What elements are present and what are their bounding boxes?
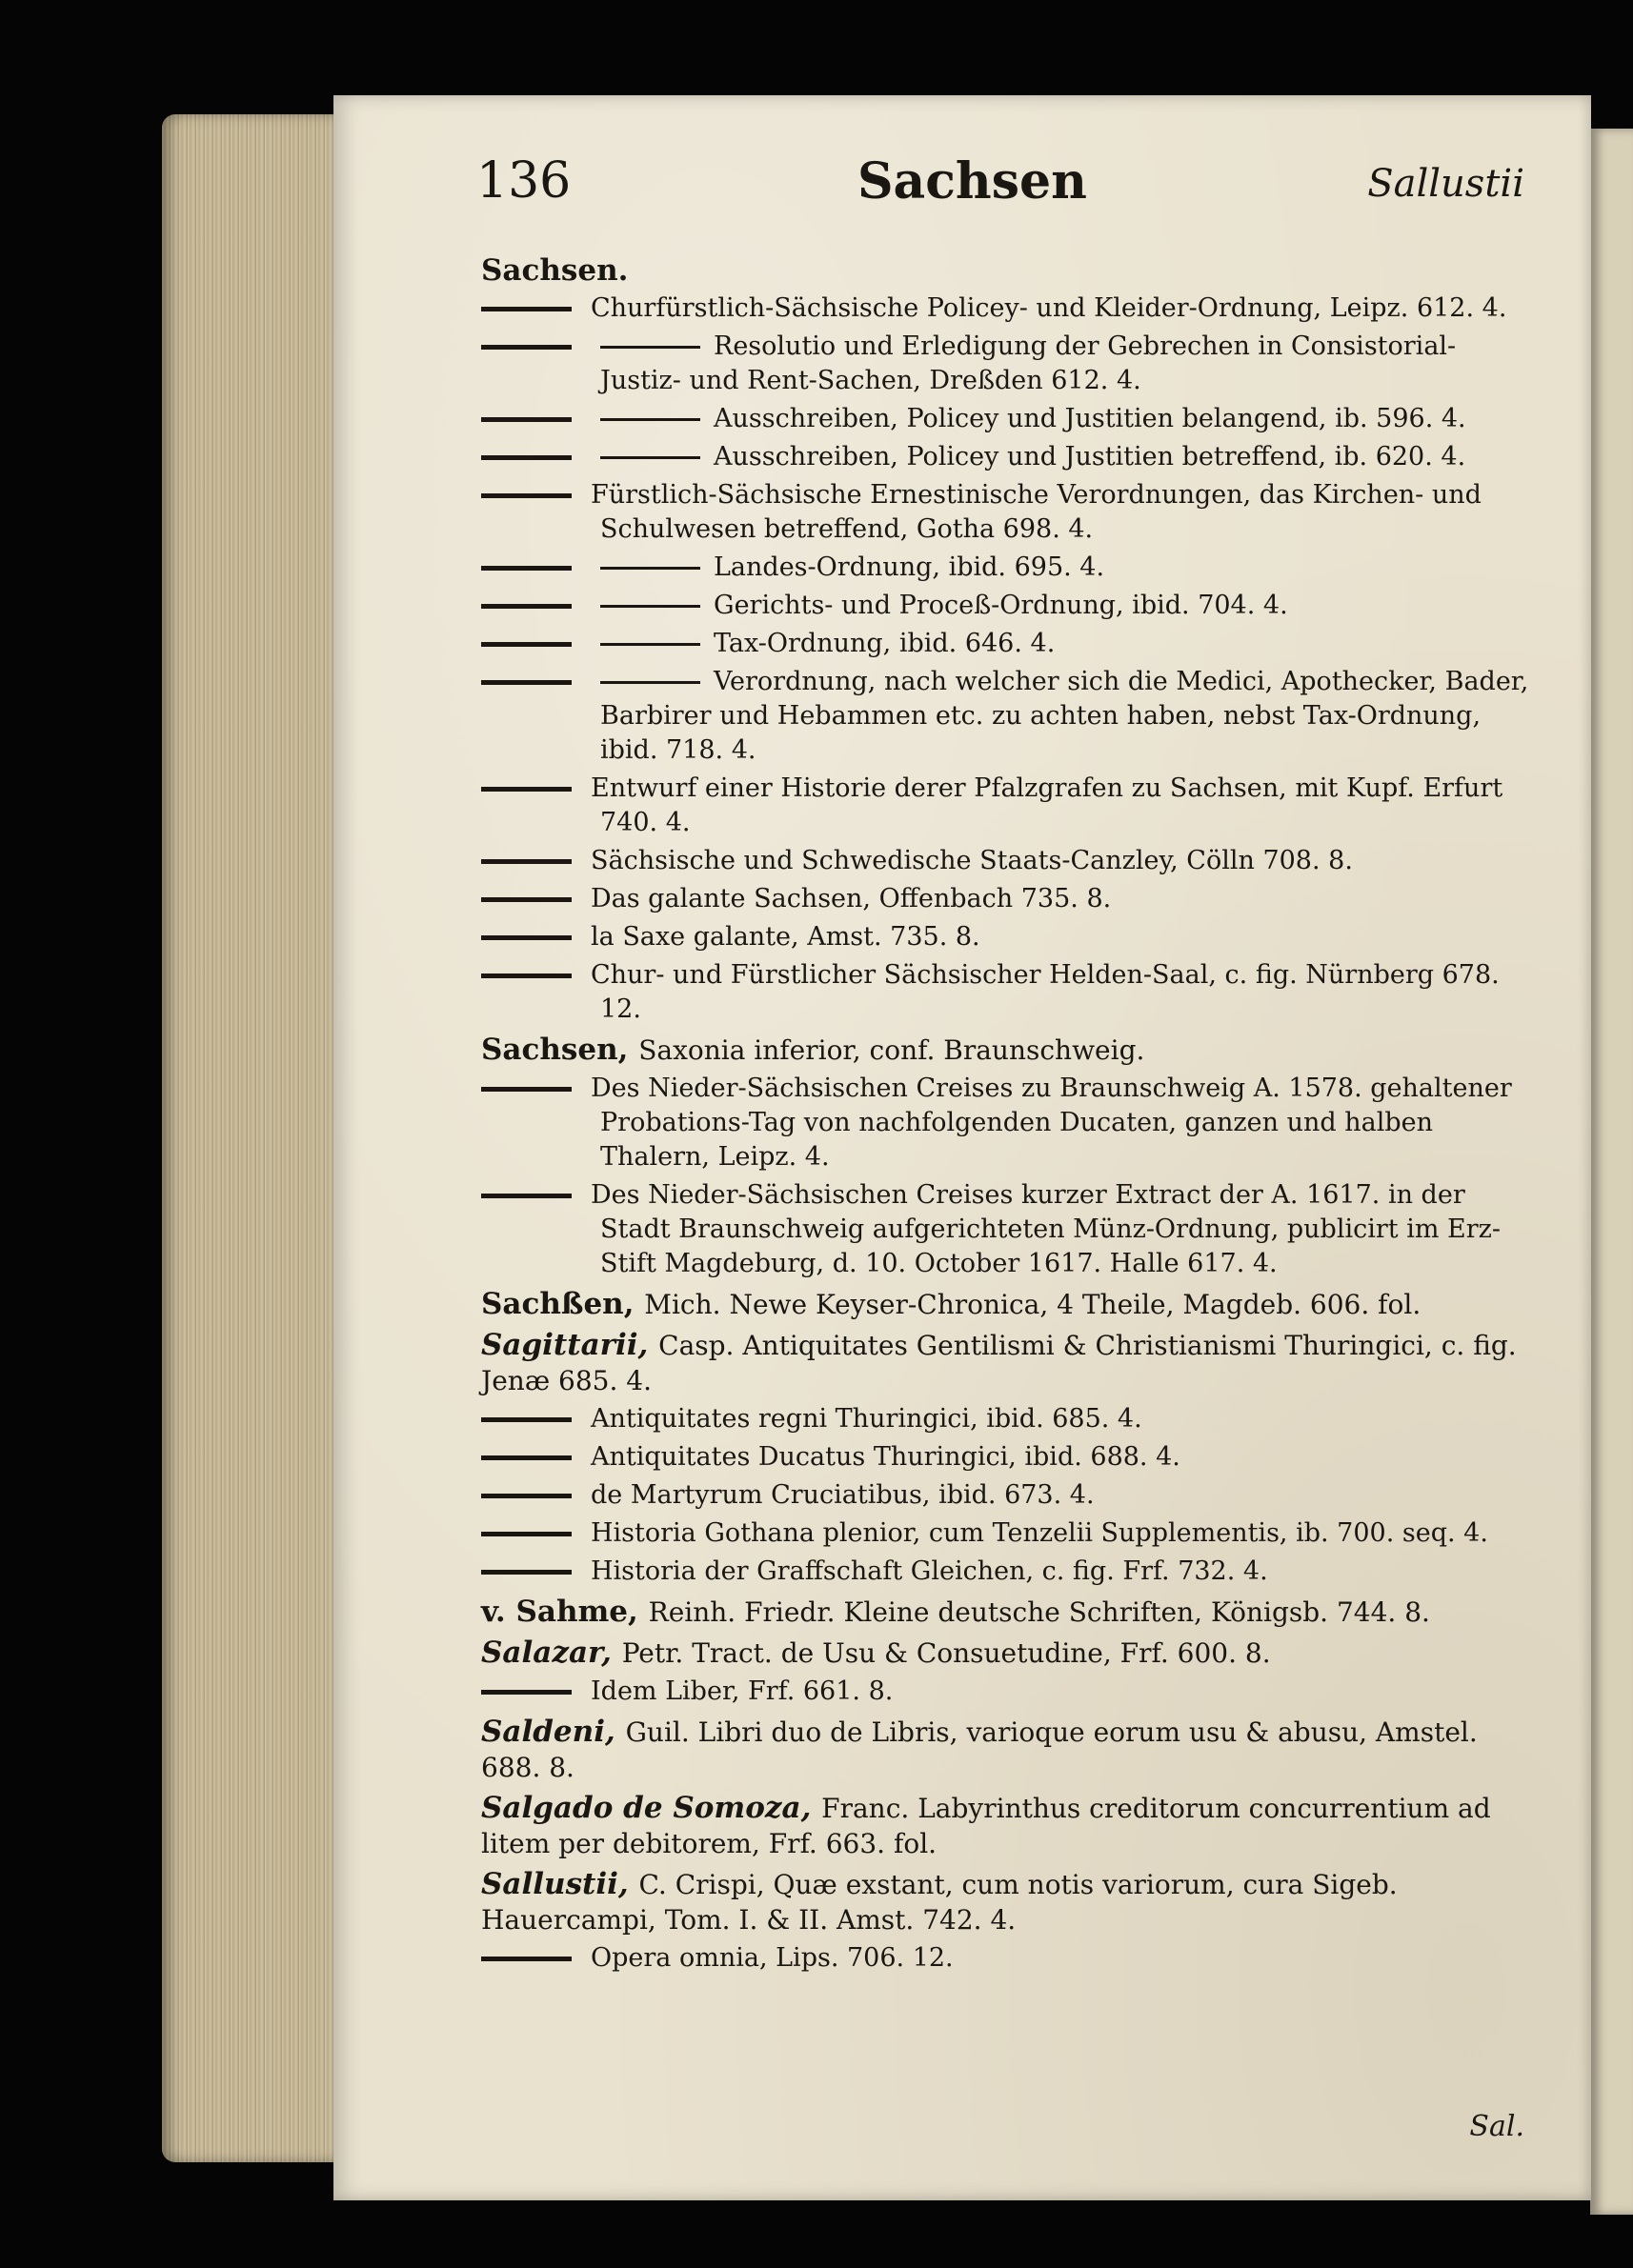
ditto-dash (481, 455, 572, 460)
entry-heading-rest: Franc. Labyrinthus creditorum concurrentium ad litem per debitorem, Frf. 663. fol. (481, 1793, 1491, 1859)
page-edges (162, 114, 362, 2162)
entry-text: la Saxe galante, Amst. 735. 8. (591, 922, 980, 952)
ditto-dash (481, 604, 572, 609)
entry-item (481, 1675, 1539, 1709)
ditto-dash (481, 1532, 572, 1536)
entry-text: Entwurf einer Historie derer Pfalzgrafen zu Sachsen, mit Kupf. Erfurt 740. 4. (591, 773, 1503, 837)
entry-item (481, 958, 1539, 1027)
entry-heading-rest: Petr. Tract. de Usu & Consuetudine, Frf. 600. 8. (621, 1637, 1271, 1669)
entry-heading-name: Sachsen. (481, 253, 629, 288)
ditto-dash (481, 897, 572, 902)
ditto-dash (481, 1570, 572, 1575)
entry-heading (481, 1636, 1539, 1671)
entry-text: Ausschreiben, Policey und Justitien belangend, ib. 596. 4. (714, 404, 1466, 433)
entry-text: Des Nieder-Sächsischen Creises kurzer Extract der A. 1617. in der Stadt Braunschweig aufgerichteten Münz-Ordnung, publicirt im Erz-Stift Magdeburg, d. 10. October 1617. Halle 617. 4. (591, 1180, 1501, 1278)
running-title: Sachsen (857, 152, 1087, 211)
entry-text: Opera omnia, Lips. 706. 12. (591, 1943, 954, 1973)
entry-text: de Martyrum Cruciatibus, ibid. 673. 4. (591, 1480, 1095, 1510)
entry-heading (481, 1328, 1539, 1398)
entry-item (481, 844, 1539, 878)
entry-text: Gerichts- und Proceß-Ordnung, ibid. 704. 4. (714, 591, 1288, 620)
entry-item (481, 551, 1539, 585)
entry-text: Das galante Sachsen, Offenbach 735. 8. (591, 884, 1112, 913)
entry-text: Sächsische und Schwedische Staats-Canzley, Cölln 708. 8. (591, 846, 1353, 875)
entry-text: Resolutio und Erledigung der Gebrechen in Consistorial- Justiz- und Rent-Sachen, Dreßden 612. 4. (600, 331, 1457, 395)
entry-text: Tax-Ordnung, ibid. 646. 4. (714, 629, 1056, 658)
entry-heading-name: Sallustii, (481, 1867, 629, 1901)
ditto-subdash (600, 643, 700, 646)
entry-text: Historia der Graffschaft Gleichen, c. fig. Frf. 732. 4. (591, 1556, 1268, 1586)
ditto-dash (481, 787, 572, 792)
entry-heading-name: Salazar, (481, 1636, 612, 1670)
ditto-dash (481, 566, 572, 571)
entry-item (481, 1941, 1539, 1976)
entry-text: Ausschreiben, Policey und Justitien betreffend, ib. 620. 4. (714, 442, 1466, 472)
entry-heading (481, 1867, 1539, 1937)
entry-heading-rest: Guil. Libri duo de Libris, varioque eorum usu & abusu, Amstel. 688. 8. (481, 1716, 1478, 1783)
entry-heading (481, 1595, 1539, 1630)
ditto-dash (481, 973, 572, 978)
entry-heading-rest: Reinh. Friedr. Kleine deutsche Schriften, Königsb. 744. 8. (648, 1596, 1430, 1628)
ditto-dash (481, 935, 572, 940)
entry-heading (481, 1715, 1539, 1785)
entry-item (481, 920, 1539, 954)
ditto-dash (481, 417, 572, 422)
entry-item (481, 627, 1539, 661)
entry-item (481, 1440, 1539, 1475)
entry-text: Landes-Ordnung, ibid. 695. 4. (714, 552, 1105, 582)
entry-heading-name: Sachsen, (481, 1033, 629, 1067)
ditto-subdash (600, 456, 700, 459)
bibliography-entries (481, 248, 1539, 1979)
ditto-dash (481, 1455, 572, 1460)
entry-text: Idem Liber, Frf. 661. 8. (591, 1676, 894, 1706)
book-page (333, 95, 1591, 2200)
catchword-bottom: Sal. (1469, 2110, 1524, 2143)
entry-item (481, 1178, 1539, 1281)
ditto-dash (481, 345, 572, 350)
ditto-subdash (600, 346, 700, 349)
entry-text: Churfürstlich-Sächsische Policey- und Kleider-Ordnung, Leipz. 612. 4. (591, 293, 1507, 323)
entry-heading-name: Salgado de Somoza, (481, 1791, 812, 1825)
entry-item (481, 1072, 1539, 1174)
entry-text: Des Nieder-Sächsischen Creises zu Braunschweig A. 1578. gehaltener Probations-Tag von nachfolgenden Ducaten, ganzen und halben Thalern, Leipz. 4. (591, 1074, 1512, 1172)
ditto-dash (481, 1194, 572, 1198)
entry-item (481, 330, 1539, 398)
entry-item (481, 1516, 1539, 1551)
entry-item (481, 1555, 1539, 1589)
ditto-dash (481, 1690, 572, 1695)
entry-heading-name: v. Sahme, (481, 1595, 638, 1629)
entry-heading-name: Sachßen, (481, 1287, 635, 1321)
entry-item (481, 402, 1539, 436)
page-number: 136 (476, 152, 572, 210)
entry-heading (481, 1791, 1539, 1861)
entry-item (481, 772, 1539, 840)
ditto-subdash (600, 681, 700, 684)
ditto-dash (481, 493, 572, 498)
ditto-subdash (600, 567, 700, 570)
entry-text: Historia Gothana plenior, cum Tenzelii Supplementis, ib. 700. seq. 4. (591, 1518, 1488, 1548)
ditto-dash (481, 680, 572, 685)
facing-page-edge (1590, 129, 1633, 2215)
page-header (476, 152, 1524, 238)
entry-item (481, 1402, 1539, 1436)
ditto-dash (481, 1087, 572, 1092)
entry-heading (481, 253, 1539, 288)
ditto-dash (481, 859, 572, 864)
entry-heading-rest: C. Crispi, Quæ exstant, cum notis variorum, cura Sigeb. Hauercampi, Tom. I. & II. Amst. 742. 4. (481, 1869, 1398, 1936)
entry-heading-name: Sagittarii, (481, 1328, 649, 1362)
entry-item (481, 478, 1539, 547)
catchword-top: Sallustii (1367, 162, 1524, 206)
entry-item (481, 1478, 1539, 1513)
entry-item (481, 589, 1539, 623)
entry-text: Verordnung, nach welcher sich die Medici, Apothecker, Bader, Barbirer und Hebammen etc. zu achten haben, nebst Tax-Ordnung, ibid. 718. 4. (600, 667, 1529, 765)
ditto-dash (481, 642, 572, 647)
ditto-dash (481, 307, 572, 311)
ditto-subdash (600, 418, 700, 421)
entry-text: Chur- und Fürstlicher Sächsischer Helden-Saal, c. fig. Nürnberg 678. 12. (591, 960, 1500, 1024)
ditto-dash (481, 1957, 572, 1961)
entry-text: Fürstlich-Sächsische Ernestinische Verordnungen, das Kirchen- und Schulwesen betreffend, Gotha 698. 4. (591, 480, 1482, 544)
entry-heading (481, 1033, 1539, 1068)
entry-heading-rest: Casp. Antiquitates Gentilismi & Christianismi Thuringici, c. fig. Jenæ 685. 4. (481, 1330, 1517, 1396)
ditto-subdash (600, 605, 700, 608)
entry-item (481, 665, 1539, 768)
entry-item (481, 882, 1539, 916)
entry-item (481, 291, 1539, 326)
ditto-dash (481, 1417, 572, 1422)
entry-heading-rest: Saxonia inferior, conf. Braunschweig. (638, 1034, 1145, 1066)
entry-heading (481, 1287, 1539, 1322)
entry-heading-rest: Mich. Newe Keyser-Chronica, 4 Theile, Magdeb. 606. fol. (644, 1289, 1421, 1320)
entry-text: Antiquitates regni Thuringici, ibid. 685. 4. (591, 1404, 1142, 1434)
entry-heading-name: Saldeni, (481, 1715, 615, 1749)
entry-item (481, 440, 1539, 474)
ditto-dash (481, 1494, 572, 1498)
entry-text: Antiquitates Ducatus Thuringici, ibid. 688. 4. (591, 1442, 1180, 1472)
